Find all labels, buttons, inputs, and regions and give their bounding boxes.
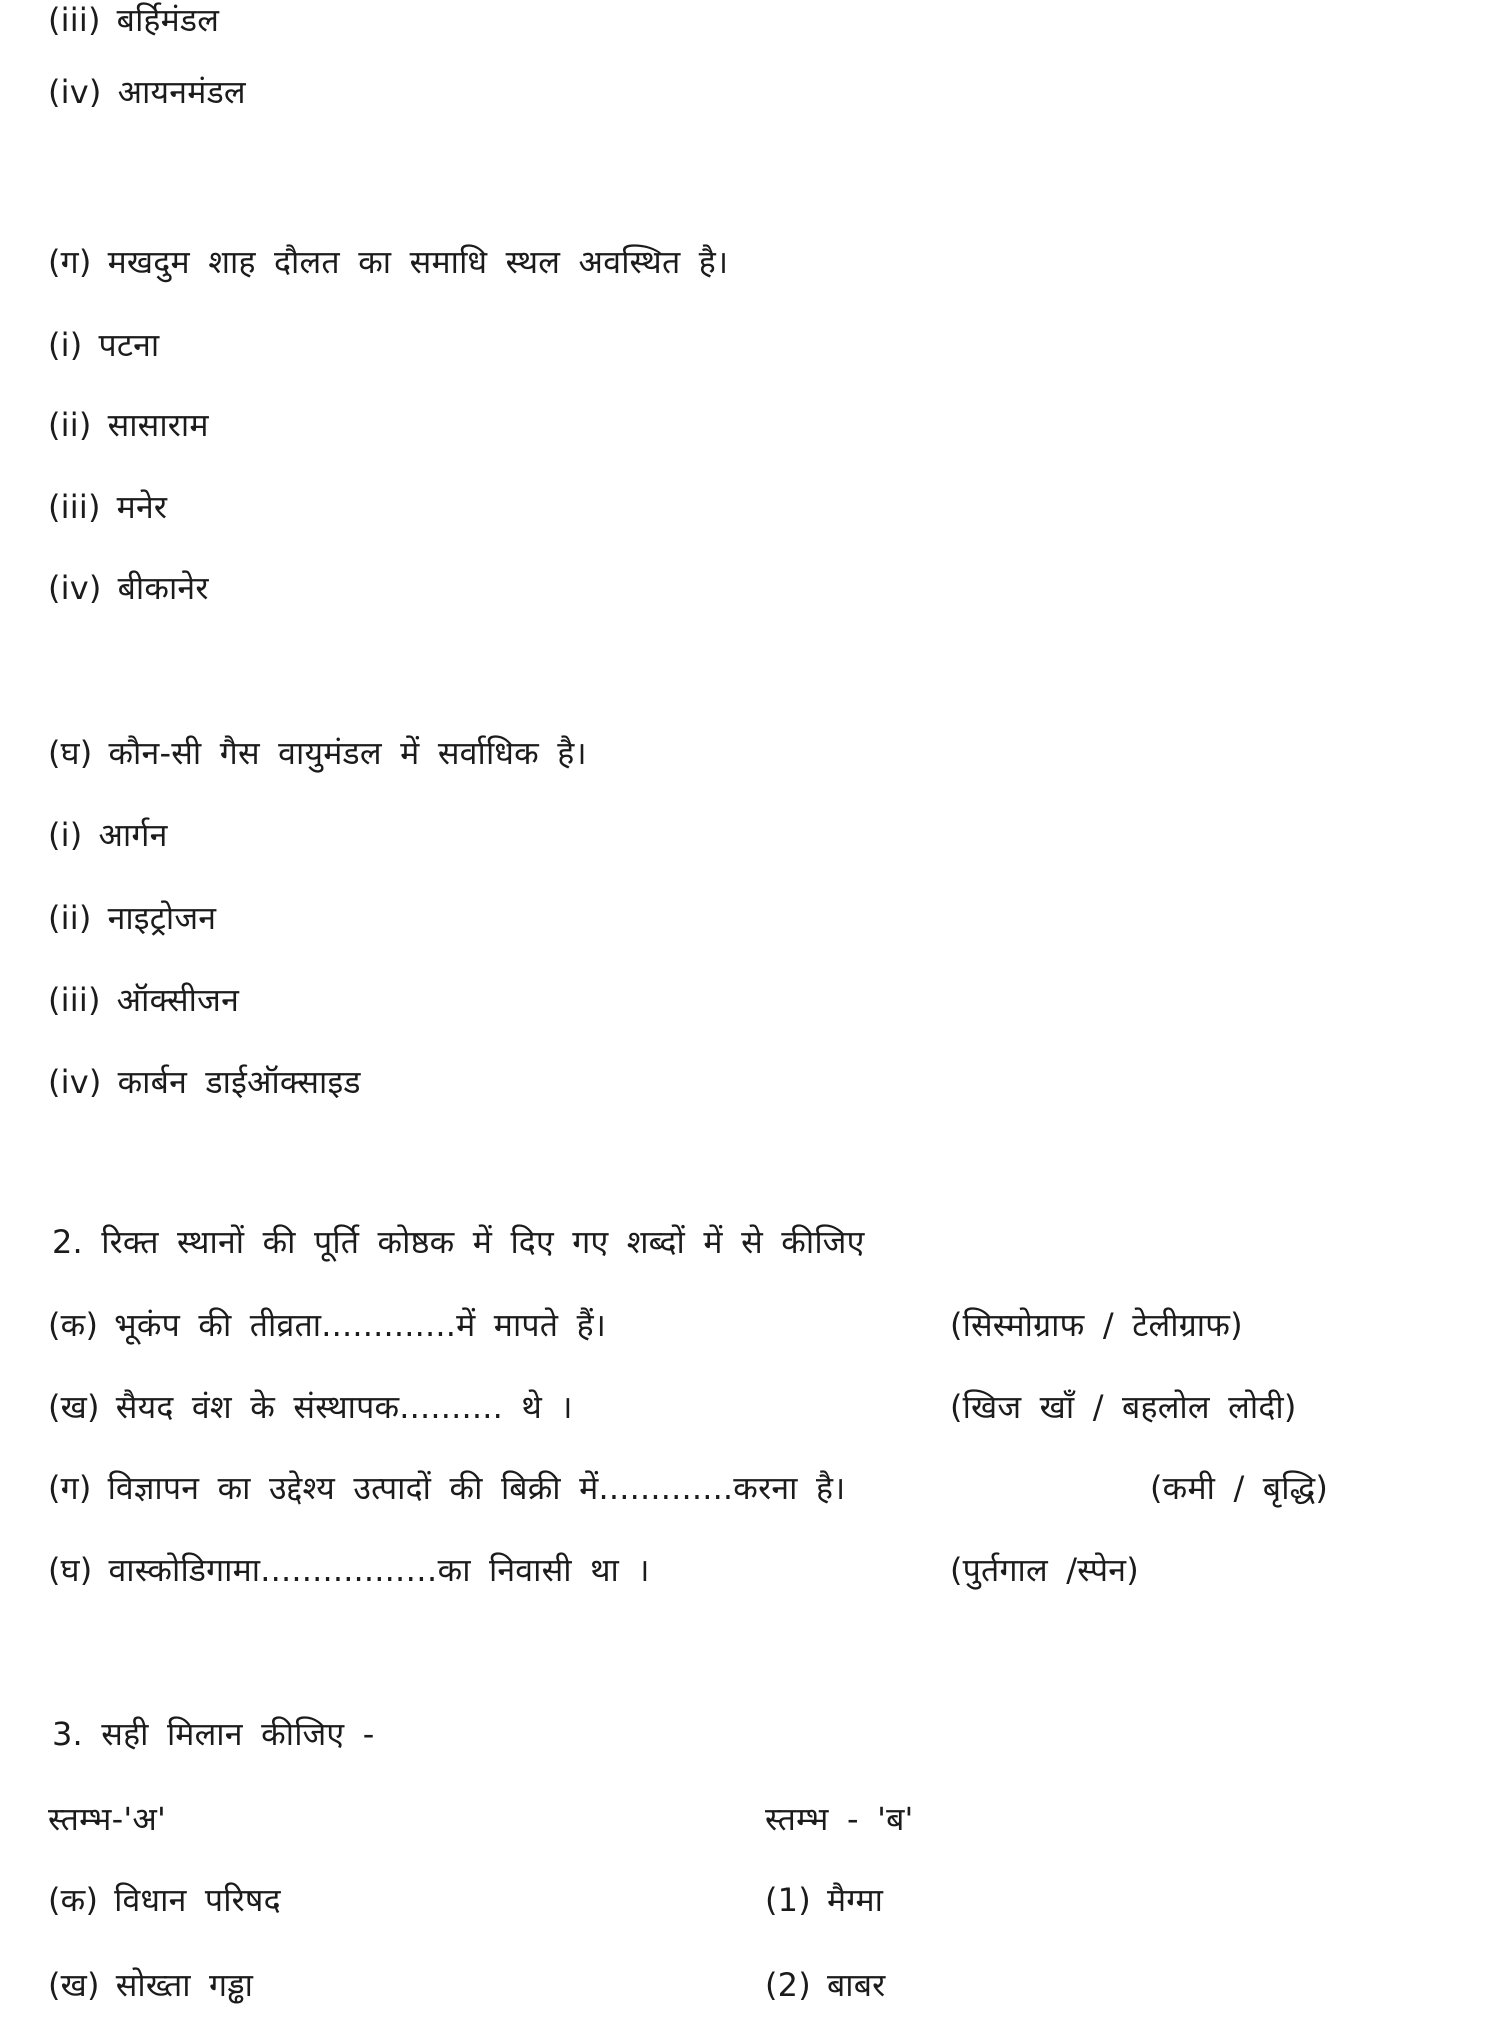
match-label: (क) xyxy=(48,1881,99,1919)
option-row xyxy=(48,325,159,365)
option-number: (ii) xyxy=(48,406,92,444)
option-text: मनेर xyxy=(116,488,168,526)
option-number: (ii) xyxy=(48,899,92,937)
option-text: नाइट्रोजन xyxy=(107,899,217,937)
option-row xyxy=(48,1062,361,1102)
question-text: मखदुम शाह दौलत का समाधि स्थल अवस्थित है। xyxy=(107,243,729,281)
item-text: वास्कोडिगामा..............…का निवासी था । xyxy=(108,1551,650,1589)
option-text: पटना xyxy=(98,326,160,364)
match-row-a xyxy=(48,1880,281,1920)
option-row xyxy=(48,815,168,855)
column-b-header: स्तम्भ - 'ब' xyxy=(765,1800,914,1838)
option-row xyxy=(48,405,209,445)
fill-blank-row xyxy=(48,1550,650,1590)
option-number: (i) xyxy=(48,816,83,854)
option-row xyxy=(48,0,219,40)
option-row xyxy=(48,568,209,608)
question-text: कौन-सी गैस वायुमंडल में सर्वाधिक है। xyxy=(108,734,587,772)
option-number: (iv) xyxy=(48,569,102,607)
match-text: सोख्ता गड्ढा xyxy=(115,1966,254,2004)
match-row-b xyxy=(765,1965,885,2005)
item-text: सैयद वंश के संस्थापक.......... थे । xyxy=(115,1388,573,1426)
question2-title: 2. रिक्त स्थानों की पूर्ति कोष्ठक में दिए गए शब्दों में से कीजिए xyxy=(52,1223,865,1261)
item-label: (घ) xyxy=(48,1551,93,1589)
match-text: बाबर xyxy=(826,1966,886,2004)
match-label: (ख) xyxy=(48,1966,100,2004)
option-text: आयनमंडल xyxy=(117,73,246,111)
fill-blank-row xyxy=(48,1387,573,1427)
question-row xyxy=(48,733,587,773)
option-text: बर्हिमंडल xyxy=(116,1,220,39)
match-row-a xyxy=(48,1965,253,2005)
option-row xyxy=(48,487,167,527)
option-number: (iii) xyxy=(48,1,101,39)
match-row-b xyxy=(765,1880,883,1920)
item-label: (क) xyxy=(48,1306,99,1344)
option-number: (iv) xyxy=(48,1063,102,1101)
option-text: कार्बन डाईऑक्साइड xyxy=(117,1063,361,1101)
word-bank-bracket: (कमी / बृद्धि) xyxy=(1150,1469,1329,1507)
item-text: भूकंप की तीव्रता.............में मापते हैं। xyxy=(114,1306,607,1344)
question-label: (ग) xyxy=(48,243,92,281)
option-number: (i) xyxy=(48,326,83,364)
match-number: (2) xyxy=(765,1966,811,2004)
option-text: सासाराम xyxy=(107,406,209,444)
option-number: (iv) xyxy=(48,73,102,111)
column-a-header: स्तम्भ-'अ' xyxy=(48,1800,166,1838)
word-bank-bracket: (पुर्तगाल /स्पेन) xyxy=(950,1551,1139,1589)
option-number: (iii) xyxy=(48,488,101,526)
word-bank-bracket: (खिज खाँ / बहलोल लोदी) xyxy=(950,1388,1297,1426)
match-text: विधान परिषद xyxy=(114,1881,281,1919)
option-row xyxy=(48,980,239,1020)
fill-blank-row xyxy=(48,1305,606,1345)
match-number: (1) xyxy=(765,1881,811,1919)
option-row xyxy=(48,898,216,938)
fill-blank-row xyxy=(48,1468,846,1508)
item-label: (ग) xyxy=(48,1469,92,1507)
option-text: बीकानेर xyxy=(117,569,209,607)
question-label: (घ) xyxy=(48,734,93,772)
option-number: (iii) xyxy=(48,981,101,1019)
question-row xyxy=(48,242,728,282)
option-text: आर्गन xyxy=(98,816,168,854)
match-text: मैग्मा xyxy=(826,1881,884,1919)
option-row xyxy=(48,72,246,112)
word-bank-bracket: (सिस्मोग्राफ / टेलीग्राफ) xyxy=(950,1306,1243,1344)
item-text: विज्ञापन का उद्देश्य उत्पादों की बिक्री में.............करना है। xyxy=(107,1469,846,1507)
option-text: ऑक्सीजन xyxy=(116,981,240,1019)
question3-title: 3. सही मिलान कीजिए - xyxy=(52,1715,375,1753)
item-label: (ख) xyxy=(48,1388,100,1426)
